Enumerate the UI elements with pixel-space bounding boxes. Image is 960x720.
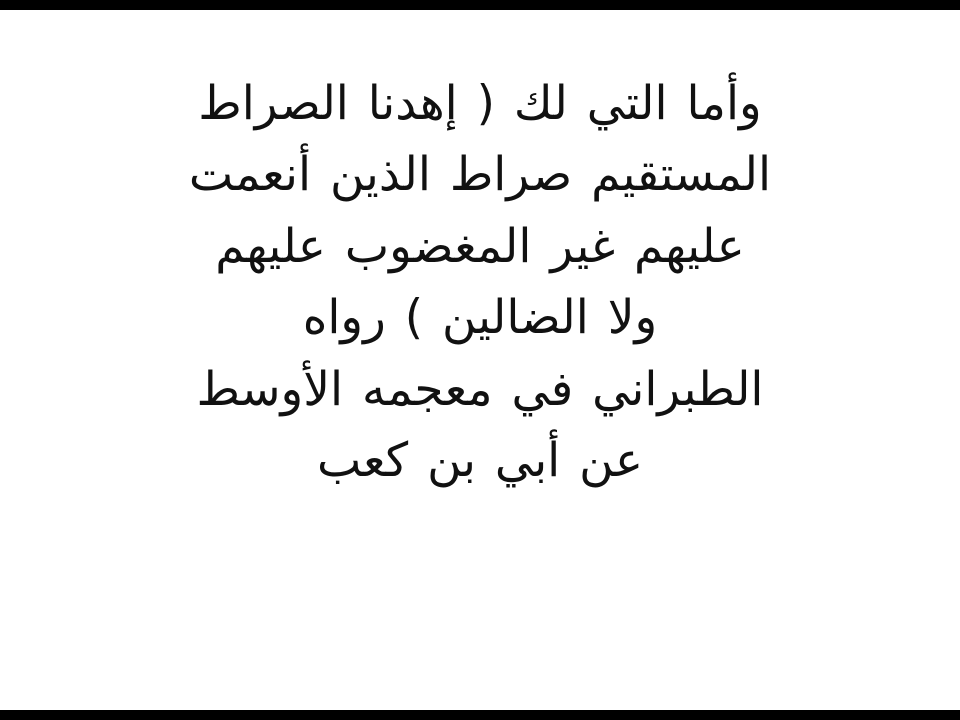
text-line: عليهم غير المغضوب عليهم bbox=[215, 218, 745, 274]
arabic-text-block bbox=[80, 68, 880, 497]
text-line: الطبراني في معجمه الأوسط bbox=[196, 361, 764, 417]
text-line: ولا الضالين ) رواه bbox=[302, 290, 658, 346]
text-line: وأما التي لك ( إهدنا الصراط bbox=[198, 76, 762, 131]
text-line: المستقيم صراط الذين أنعمت bbox=[188, 147, 772, 203]
document-page bbox=[0, 10, 960, 710]
text-line: عن أبي بن كعب bbox=[316, 433, 643, 489]
